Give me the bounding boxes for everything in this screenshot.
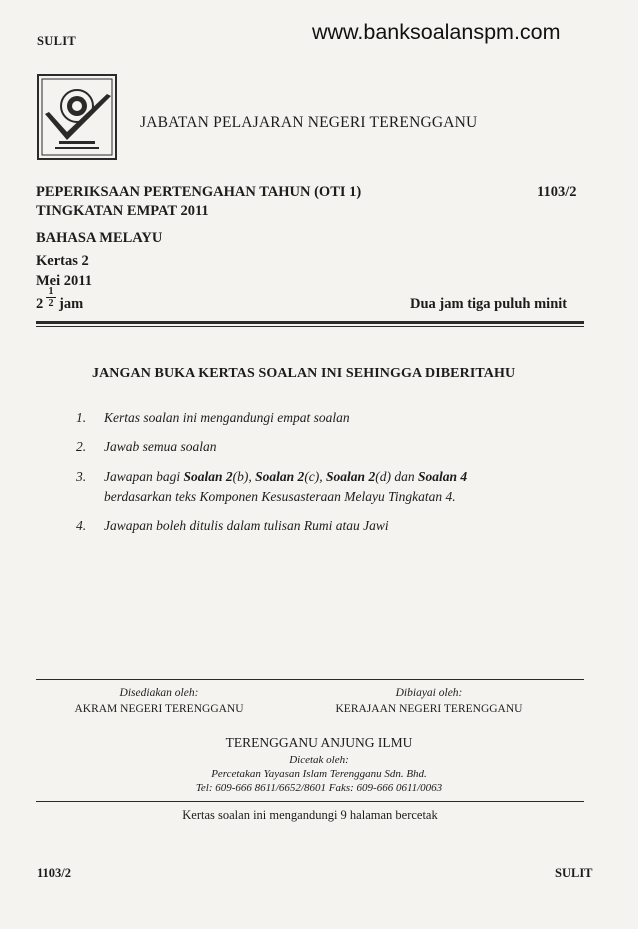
page-count-note: Kertas soalan ini mengandungi 9 halaman bercetak xyxy=(182,808,438,822)
instruction-text-part: (d) dan xyxy=(375,469,418,484)
duration-fraction xyxy=(46,286,56,309)
duration-words: Dua jam tiga puluh minit xyxy=(410,296,568,312)
credits-divider-bottom xyxy=(36,801,584,802)
question-ref: Soalan 2 xyxy=(255,469,305,484)
instruction-text: Kertas soalan ini mengandungi empat soalan xyxy=(104,410,350,425)
exam-title xyxy=(36,183,361,221)
instruction-text-part: (c), xyxy=(304,469,327,484)
classification-label-bottom: SULIT xyxy=(555,866,593,880)
state-motto: TERENGGANU ANJUNG ILMU xyxy=(225,735,413,750)
printer-name: Percetakan Yayasan Islam Terengganu Sdn. Bhd. xyxy=(211,768,427,780)
question-ref: Soalan 2 xyxy=(183,469,233,484)
do-not-open-warning: JANGAN BUKA KERTAS SOALAN INI SEHINGGA DIBERITAHU xyxy=(92,366,516,381)
instruction-text xyxy=(104,469,467,485)
credits-divider-top xyxy=(36,679,584,680)
instruction-text-part: Jawapan bagi xyxy=(104,469,184,484)
fraction-numerator: 1 xyxy=(48,286,54,297)
paper-code: 1103/2 xyxy=(537,184,577,200)
classification-label-top: SULIT xyxy=(37,34,77,48)
printer-contact: Tel: 609-666 8611/6652/8601 Faks: 609-666 0611/0063 xyxy=(195,782,443,794)
header-divider-thin xyxy=(36,326,584,327)
state-education-logo xyxy=(37,74,117,160)
prepared-by-name: AKRAM NEGERI TERENGGANU xyxy=(74,703,244,715)
instruction-text: Jawapan boleh ditulis dalam tulisan Rumi atau Jawi xyxy=(104,518,389,533)
website-watermark: www.banksoalanspm.com xyxy=(312,20,561,44)
paper-number: Kertas 2 xyxy=(36,253,89,269)
footer-paper-code: 1103/2 xyxy=(37,866,72,880)
instruction-number: 2. xyxy=(76,439,87,454)
question-ref: Soalan 2 xyxy=(326,469,376,484)
agency-name: JABATAN PELAJARAN NEGERI TERENGGANU xyxy=(140,114,478,131)
prepared-by-label: Disediakan oleh: xyxy=(119,687,199,699)
fraction-denominator: 2 xyxy=(46,297,56,309)
instruction-text: berdasarkan teks Komponen Kesusasteraan Melayu Tingkatan 4. xyxy=(104,489,456,504)
exam-title-line1: PEPERIKSAAN PERTENGAHAN TAHUN (OTI 1) xyxy=(36,184,362,200)
exam-title-line2: TINGKATAN EMPAT 2011 xyxy=(36,203,209,219)
instruction-number: 1. xyxy=(76,410,87,425)
funded-by-name: KERAJAAN NEGERI TERENGGANU xyxy=(335,703,523,715)
printed-by-label: Dicetak oleh: xyxy=(289,754,349,766)
instruction-text-part: (b), xyxy=(232,469,256,484)
funded-by-label: Dibiayai oleh: xyxy=(395,687,463,699)
instruction-text: Jawab semua soalan xyxy=(104,439,217,454)
instruction-number: 3. xyxy=(76,469,87,484)
header-divider-thick xyxy=(36,321,584,324)
duration-unit: jam xyxy=(59,296,84,312)
exam-date: Mei 2011 xyxy=(36,273,92,289)
instruction-number: 4. xyxy=(76,518,87,533)
duration-whole: 2 xyxy=(36,296,44,312)
question-ref: Soalan 4 xyxy=(417,469,468,484)
subject-name: BAHASA MELAYU xyxy=(36,230,163,246)
